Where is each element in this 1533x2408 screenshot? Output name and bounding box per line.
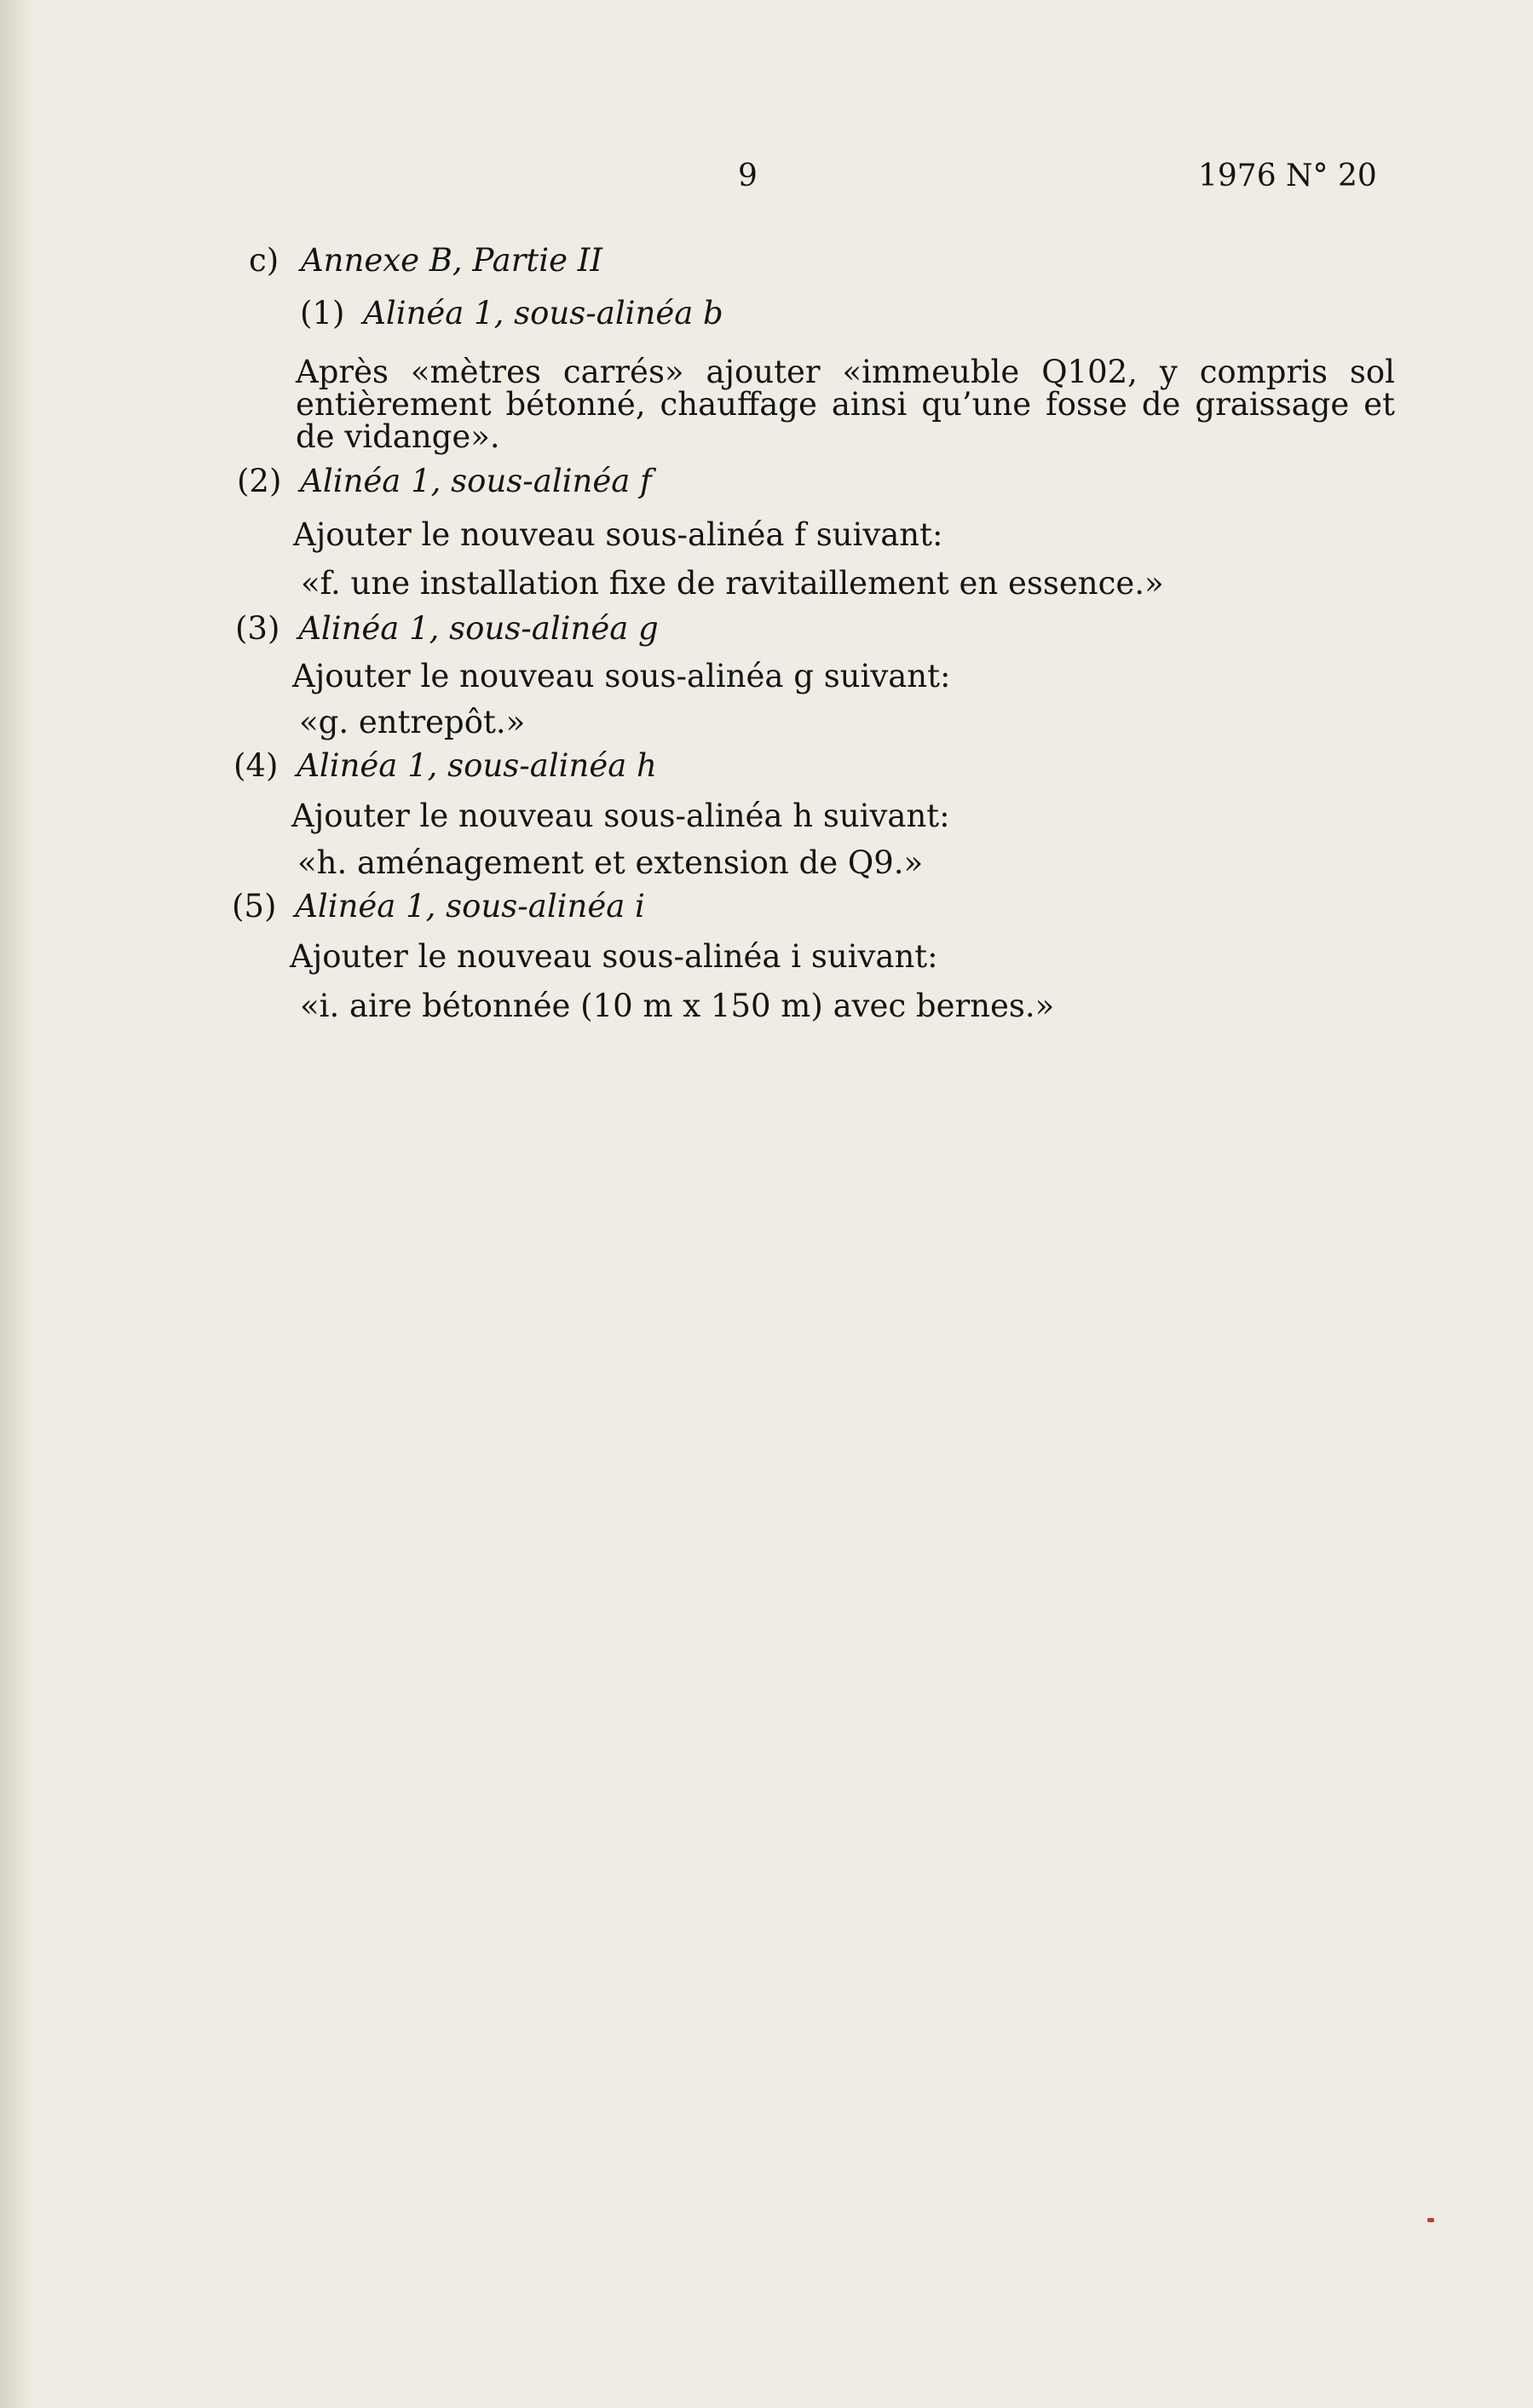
item-2-number: (2) xyxy=(237,463,282,499)
item-2-instruction: Ajouter le nouveau sous-alinéa f suivant: xyxy=(293,516,943,553)
item-3-title: Alinéa 1, sous-alinéa g xyxy=(298,610,659,647)
item-2-quote: «f. une installation fixe de ravitaillement en essence.» xyxy=(301,565,1164,602)
item-5-number: (5) xyxy=(232,888,277,925)
section-c-marker: c) xyxy=(249,242,280,279)
item-5-quote: «i. aire bétonnée (10 m x 150 m) avec bernes.» xyxy=(300,988,1055,1024)
item-4-heading xyxy=(233,746,657,786)
item-3-instruction: Ajouter le nouveau sous-alinéa g suivant: xyxy=(292,658,951,694)
item-3-heading xyxy=(235,609,659,648)
item-4-number: (4) xyxy=(233,747,279,784)
item-3-number: (3) xyxy=(235,610,280,647)
item-3-quote: «g. entrepôt.» xyxy=(299,704,526,740)
page-number: 9 xyxy=(738,158,758,193)
item-4-quote: «h. aménagement et extension de Q9.» xyxy=(297,844,924,881)
item-1-heading xyxy=(300,294,723,333)
item-5-title: Alinéa 1, sous-alinéa i xyxy=(295,888,645,925)
page-binding-shadow xyxy=(0,0,34,2408)
section-c-title: Annexe B, Partie II xyxy=(300,242,603,279)
item-2-heading xyxy=(237,462,652,501)
ink-speck xyxy=(1427,2218,1434,2222)
item-1-title: Alinéa 1, sous-alinéa b xyxy=(363,295,723,331)
item-5-heading xyxy=(232,887,645,926)
item-4-instruction: Ajouter le nouveau sous-alinéa h suivant: xyxy=(291,798,950,834)
item-2-title: Alinéa 1, sous-alinéa f xyxy=(300,463,652,499)
item-1-text: Après «mètres carrés» ajouter «immeuble Q102, y compris sol entièrement bétonné, chauffage ainsi qu’une fosse de graissage et de vidange». xyxy=(296,354,1395,455)
section-c-heading xyxy=(249,241,602,280)
item-4-title: Alinéa 1, sous-alinéa h xyxy=(297,747,657,784)
item-1-number: (1) xyxy=(300,295,345,331)
item-5-instruction: Ajouter le nouveau sous-alinéa i suivant: xyxy=(290,938,938,975)
document-reference: 1976 N° 20 xyxy=(1198,158,1377,193)
